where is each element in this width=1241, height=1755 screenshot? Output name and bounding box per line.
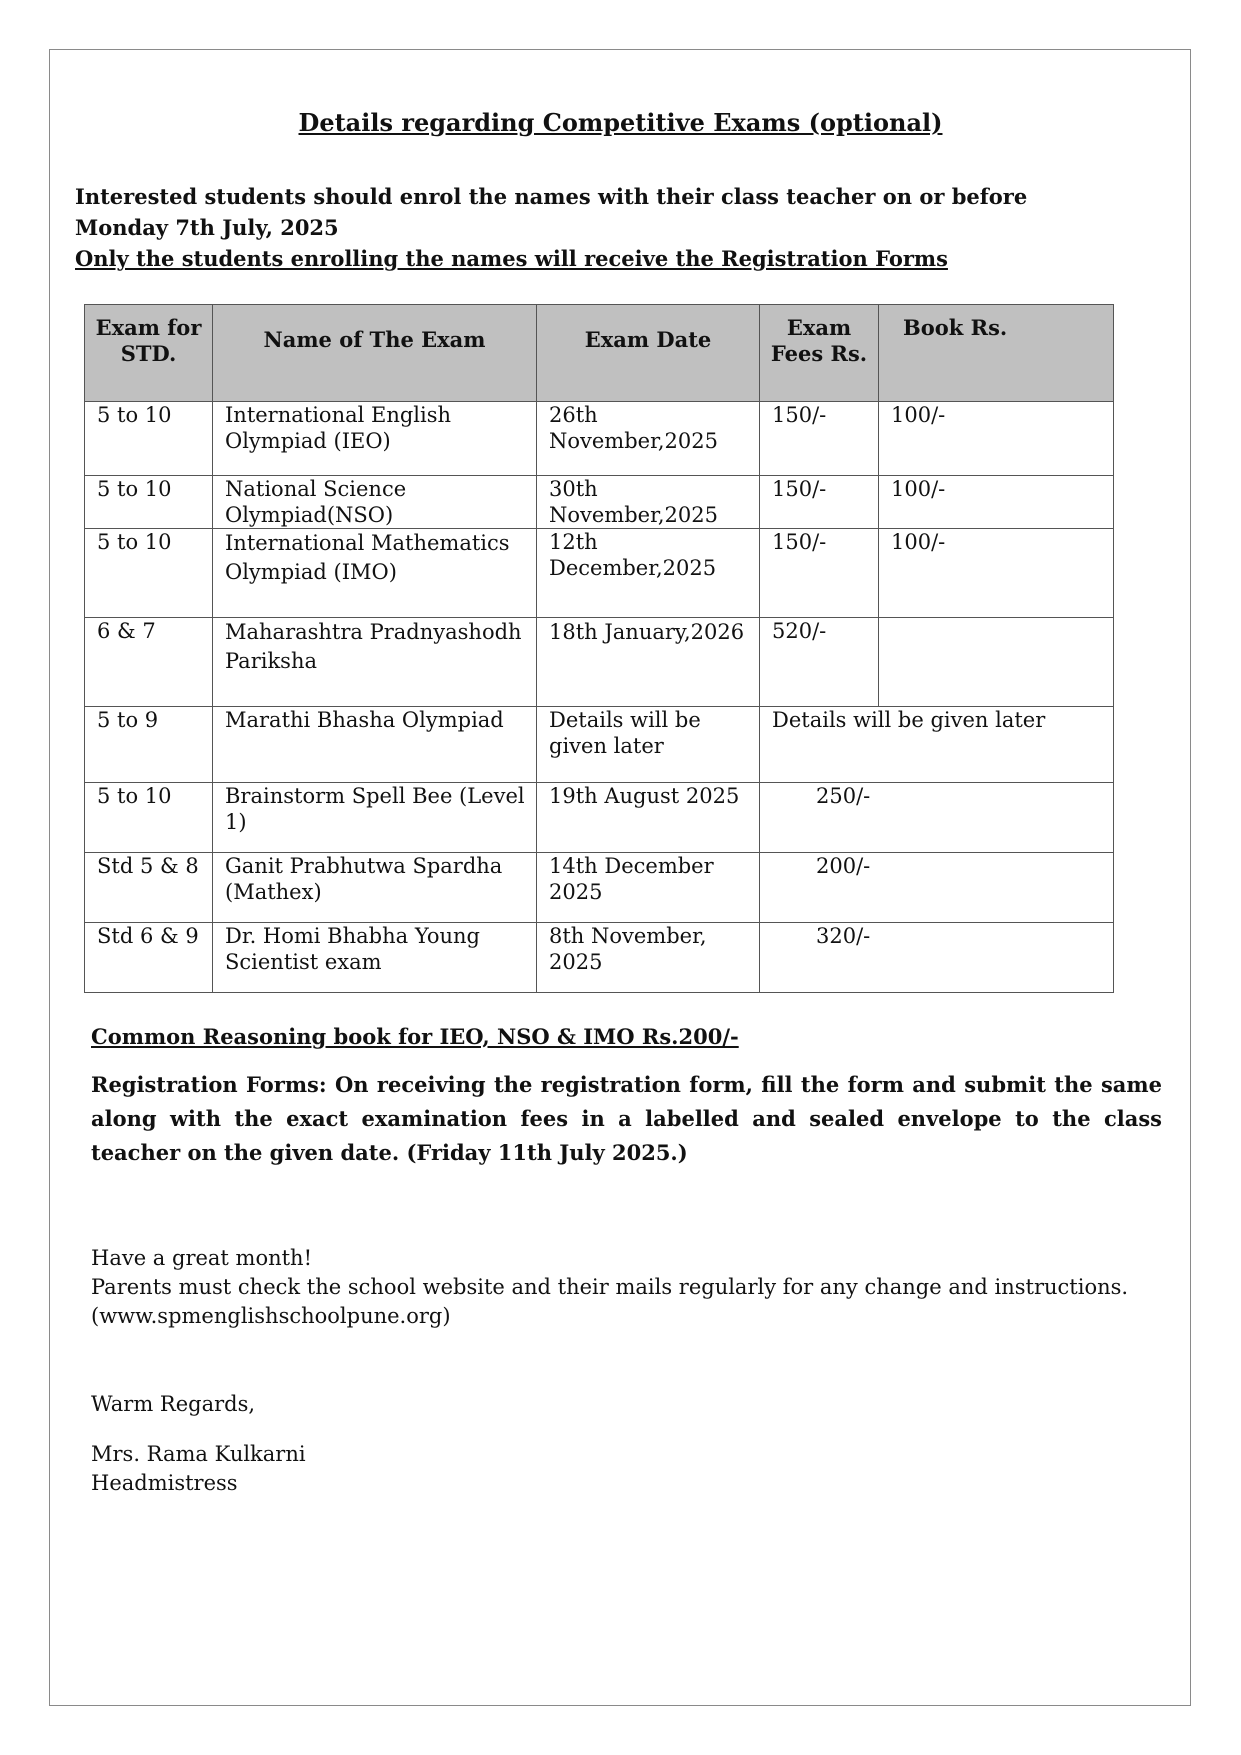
intro-line-3: Only the students enrolling the names will receive the Registration Forms [75, 246, 948, 271]
cell-book: 100/- [879, 402, 1114, 476]
table-row [85, 783, 1114, 853]
website-text: (www.spmenglishschoolpune.org) [91, 1304, 451, 1328]
cell-fees-combined: 250/- [760, 783, 1114, 853]
cell-date: Details will be given later [537, 707, 760, 783]
exams-table [84, 304, 1114, 993]
table-row [85, 853, 1114, 923]
header-std: Exam for STD. [85, 305, 213, 402]
cell-date: 18th January,2026 [537, 618, 760, 707]
cell-std: Std 5 & 8 [85, 853, 213, 923]
closing-block [91, 1244, 1128, 1331]
cell-book: 100/- [879, 529, 1114, 618]
regards: Warm Regards, [91, 1392, 256, 1416]
cell-fees: 150/- [760, 402, 879, 476]
closing-line-1: Have a great month! [91, 1246, 313, 1270]
cell-fees: 150/- [760, 529, 879, 618]
cell-book: 100/- [879, 476, 1114, 529]
cell-std: 6 & 7 [85, 618, 213, 707]
cell-fees: 520/- [760, 618, 879, 707]
cell-name: International English Olympiad (IEO) [213, 402, 537, 476]
cell-name: Maharashtra Pradnyashodh Pariksha [213, 618, 537, 707]
signature-block [91, 1440, 306, 1498]
cell-name: Ganit Prabhutwa Spardha (Mathex) [213, 853, 537, 923]
cell-std: 5 to 9 [85, 707, 213, 783]
table-header-row [85, 305, 1114, 402]
common-book-note: Common Reasoning book for IEO, NSO & IMO Rs.200/- [91, 1024, 739, 1049]
registration-note: Registration Forms: On receiving the registration form, fill the form and submit the same along with the exact examination fees in a labelled and sealed envelope to the class teacher on the given date. (Friday 11th July 2025.) [91, 1072, 1162, 1165]
cell-date: 19th August 2025 [537, 783, 760, 853]
cell-name: Dr. Homi Bhabha Young Scientist exam [213, 923, 537, 993]
cell-name: International Mathematics Olympiad (IMO) [213, 529, 537, 618]
closing-line-2: Parents must check the school website and their mails regularly for any change and instructions. [91, 1275, 1129, 1299]
cell-name: Marathi Bhasha Olympiad [213, 707, 537, 783]
intro-line-1: Interested students should enrol the names with their class teacher on or before [75, 184, 1028, 209]
table-row [85, 707, 1114, 783]
table-row [85, 476, 1114, 529]
cell-fees: 150/- [760, 476, 879, 529]
cell-name: National Science Olympiad(NSO) [213, 476, 537, 529]
cell-date: 12th December,2025 [537, 529, 760, 618]
document-title: Details regarding Competitive Exams (optional) [298, 108, 943, 137]
cell-fees-combined: 200/- [760, 853, 1114, 923]
header-date: Exam Date [537, 305, 760, 402]
signatory-name: Mrs. Rama Kulkarni [91, 1442, 306, 1466]
cell-std: 5 to 10 [85, 783, 213, 853]
cell-fees-combined: 320/- [760, 923, 1114, 993]
cell-std: 5 to 10 [85, 402, 213, 476]
cell-std: 5 to 10 [85, 529, 213, 618]
intro-block [75, 181, 1027, 274]
cell-std: 5 to 10 [85, 476, 213, 529]
table-row [85, 923, 1114, 993]
cell-name: Brainstorm Spell Bee (Level 1) [213, 783, 537, 853]
cell-book [879, 618, 1114, 707]
cell-date: 14th December 2025 [537, 853, 760, 923]
header-book: Book Rs. [879, 305, 1114, 402]
table-row [85, 529, 1114, 618]
cell-date: 30th November,2025 [537, 476, 760, 529]
header-fees: Exam Fees Rs. [760, 305, 879, 402]
table-row [85, 618, 1114, 707]
header-name: Name of The Exam [213, 305, 537, 402]
cell-date: 8th November, 2025 [537, 923, 760, 993]
cell-fees-combined: Details will be given later [760, 707, 1114, 783]
cell-date: 26th November,2025 [537, 402, 760, 476]
cell-std: Std 6 & 9 [85, 923, 213, 993]
intro-line-2: Monday 7th July, 2025 [75, 215, 339, 240]
signatory-role: Headmistress [91, 1471, 238, 1495]
table-row [85, 402, 1114, 476]
